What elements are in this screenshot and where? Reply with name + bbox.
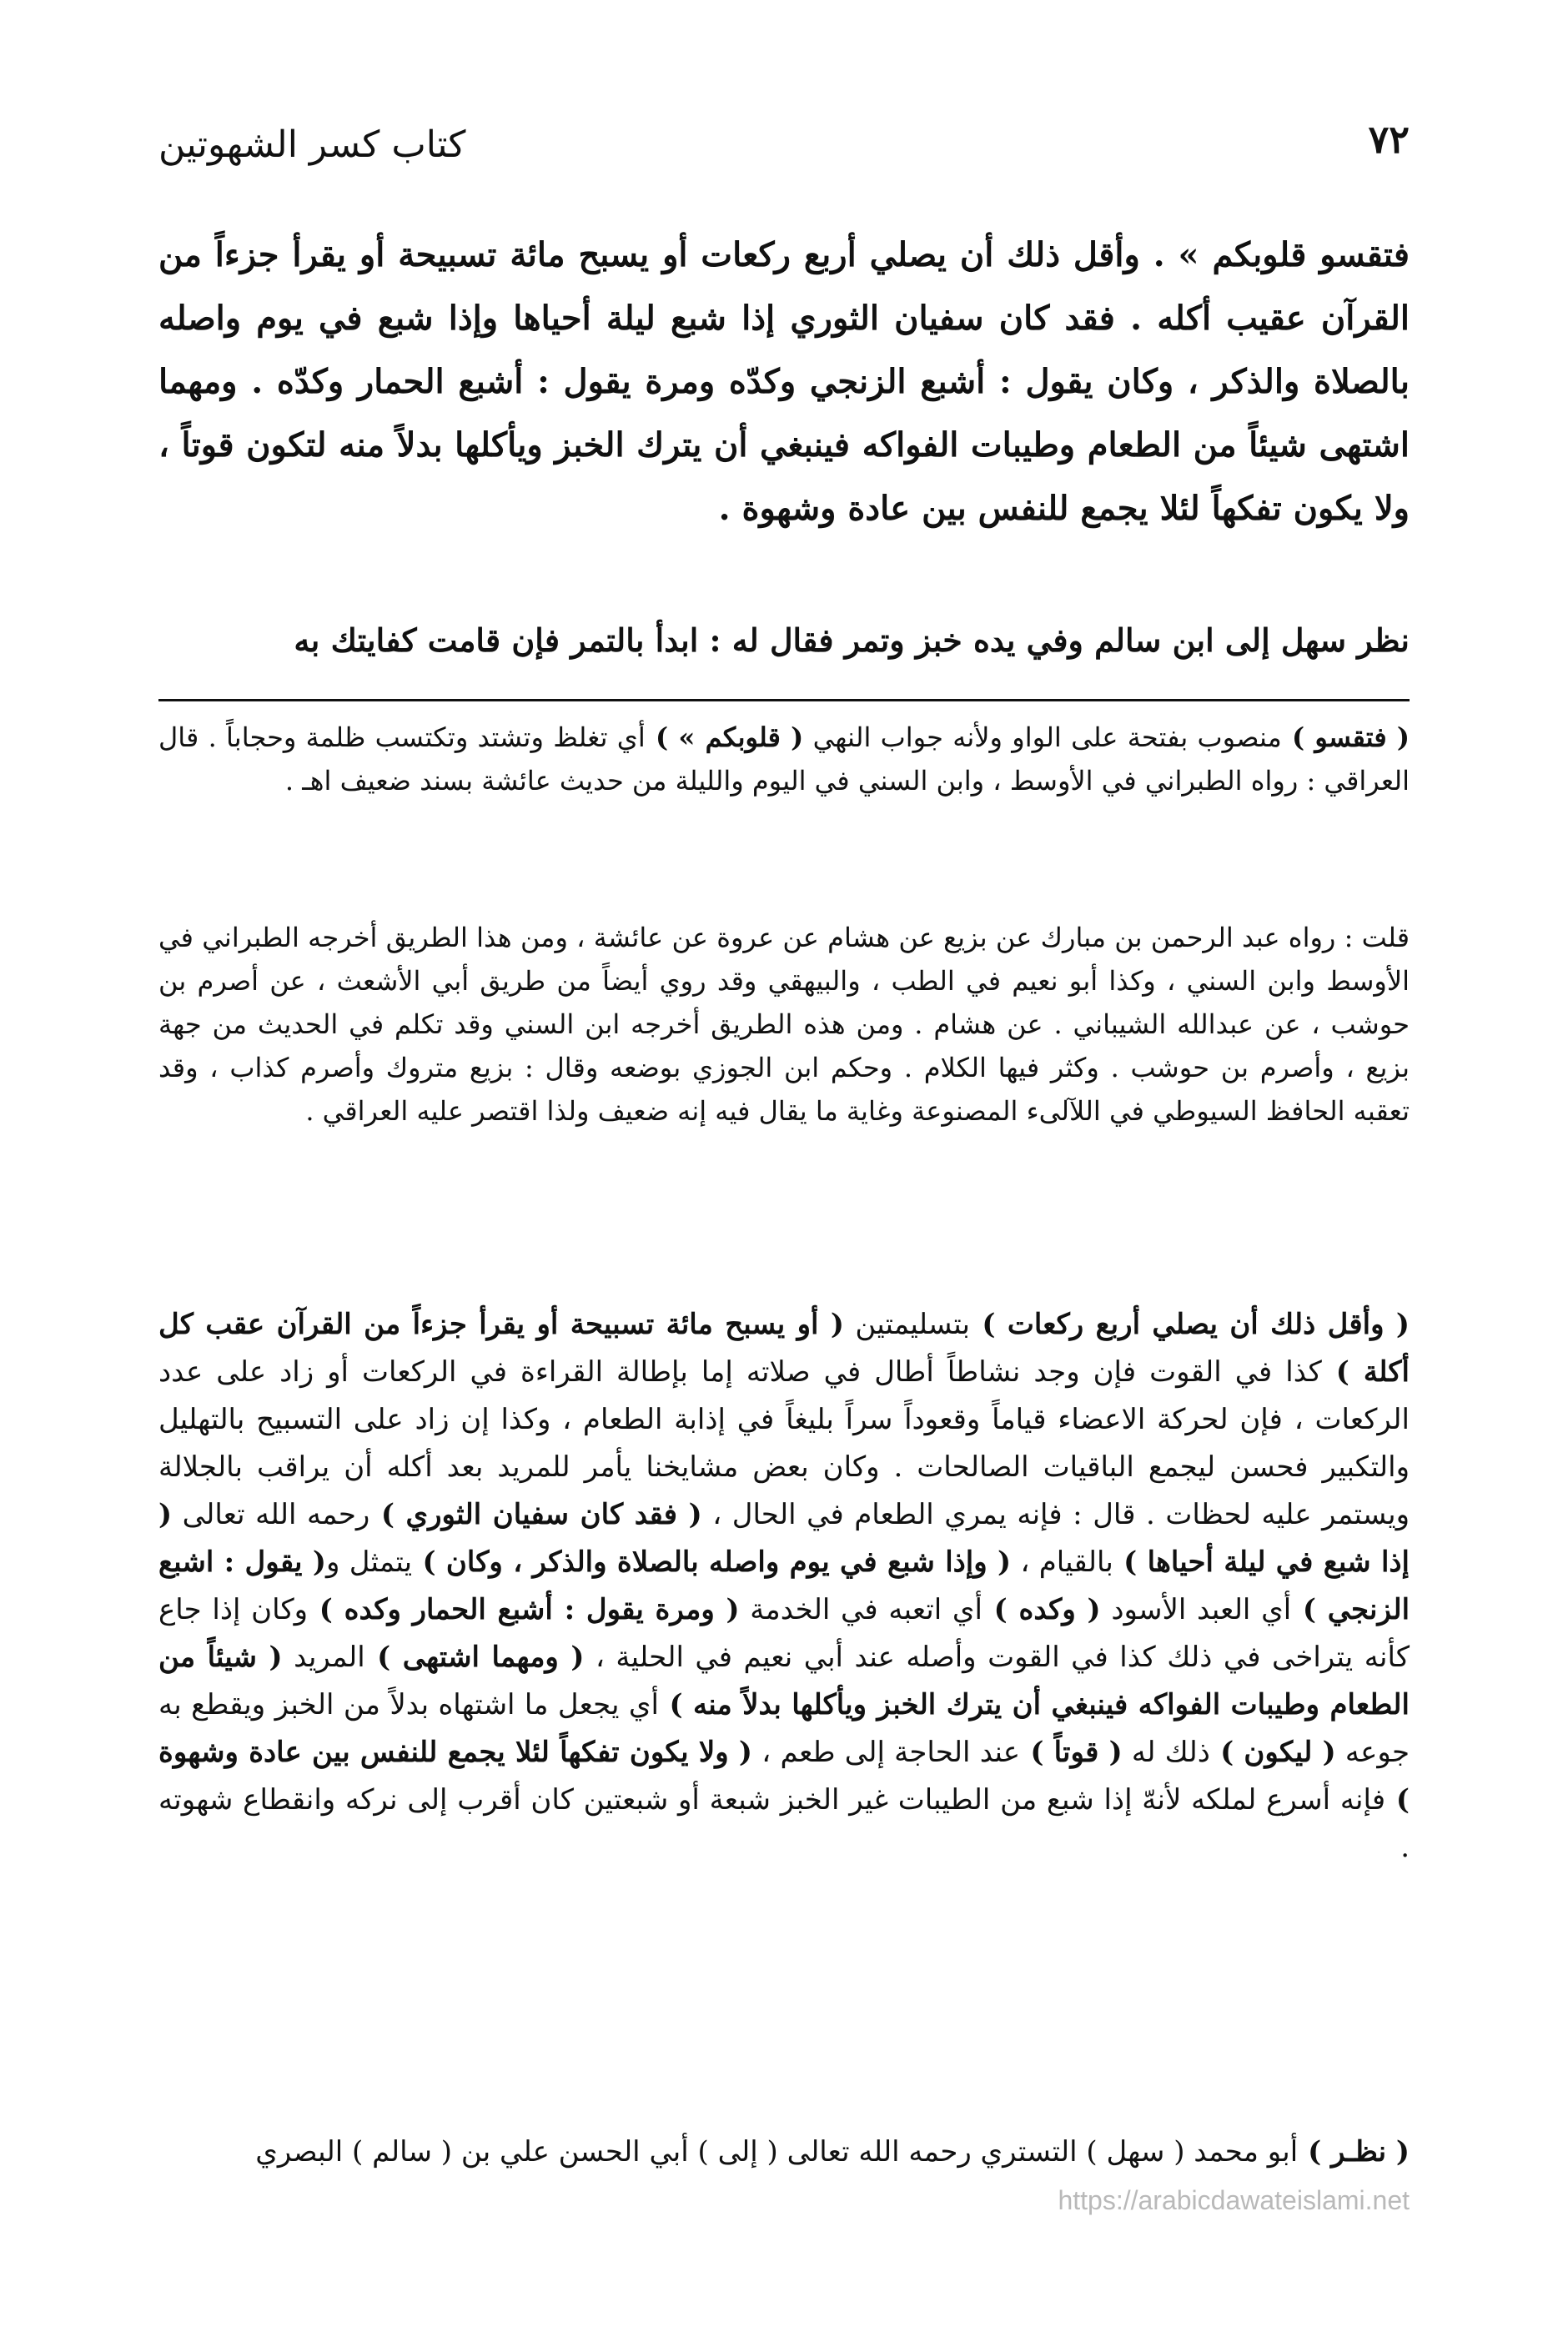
commentary-paragraph: [158, 1301, 1410, 1872]
watermark-url: https://arabicdawateislami.net: [1058, 2185, 1410, 2215]
bold-quote-segment-2: ( أو يسبح مائة تسبيحة أو يقرأ جزءاً من القرآن عقب كل أكلة ): [158, 1308, 1410, 1389]
bold-quote-segment-8: ( وإذا شبع في يوم واصله بالصلاة والذكر ، وكان ): [412, 1545, 1012, 1579]
text-segment-3: التستري رحمه الله تعالى: [777, 2135, 1078, 2169]
text-segment-19: أي يجعل ما اشتهاه بدلاً من الخبز ويقطع به جوعه: [158, 1688, 1410, 1769]
text-segment-7: البصري: [255, 2135, 344, 2169]
text-segment-5: رحمه الله تعالى: [172, 1498, 370, 1531]
text-segment-11: أي العبد الأسود: [1100, 1593, 1292, 1626]
text-segment-3: أي تغلظ وتشتد وتكتسب ظلمة وحجاباً . قال العراقي : رواه الطبراني في الأوسط ، وابن السني في اليوم والليلة من حديث عائشة بسند ضعيف اهـ .: [158, 721, 1410, 797]
bold-quote-segment-0: ( فتقسو ): [1281, 721, 1410, 753]
bold-quote-segment-24: ( ولا يكون تفكهاً لئلا يجمع للنفس بين عادة وشهوة ): [158, 1736, 1410, 1817]
text-segment-25: فإنه أسرع لملكه لأنهّ إذا شبع من الطيبات غير الخبز شبعة أو شبعتين كان أقرب إلى نركه وانقطاع شهوته .: [158, 1783, 1410, 1864]
bold-quote-segment-10: ( يقول : اشبع الزنجي ): [158, 1545, 1410, 1626]
bold-quote-segment-0: ( نظـر ): [1298, 2135, 1410, 2169]
text-segment-3: كذا في القوت فإن وجد نشاطاً أطال في صلاته إما بإطالة القراءة في الركعات أو زاد على عدد الركعات ، فإن لحركة الاعضاء قياماً وقعوداً سراً بليغاً في إذابة الطعام ، وكذا إن زاد على التسبيح بالتهليل والتكبير فحسن ليجمع الباقيات الصالحات . وكان بعض مشايخنا يأمر للمريد بعد أكله أن يراقب بالجلالة ويستمر عليه لحظات . قال : فإنه يمري الطعام في الحال ،: [158, 1355, 1410, 1531]
text-segment-6: ( سالم ): [343, 2135, 453, 2169]
main-text-continuation: نظر سهل إلى ابن سالم وفي يده خبز وتمر فقال له : ابدأ بالتمر فإن قامت كفايتك به: [294, 621, 1410, 659]
page-number: ٧٢: [1368, 117, 1410, 162]
bold-quote-segment-6: ( إذا شبع في ليلة أحياها ): [158, 1498, 1410, 1579]
bold-quote-segment-0: ( وأقل ذلك أن يصلي أربع ركعات ): [969, 1308, 1410, 1341]
text-segment-21: ذلك له: [1122, 1736, 1210, 1769]
commentary-next-line: [158, 2128, 1410, 2175]
bold-quote-segment-2: ( قلوبكم » ): [645, 721, 804, 753]
footnote-second: قلت : رواه عبد الرحمن بن مبارك عن بزيع عن هشام عن عروة عن عائشة ، ومن هذا الطريق أخرجه الطبراني في الأوسط وابن السني ، وكذا أبو نعيم في الطب ، والبيهقي وقد روي أيضاً من طريق أبي الأشعث ، عن أصرم بن حوشب ، عن عبدالله الشيباني . عن هشام . ومن هذه الطريق أخرجه ابن السني وقد تكلم في الحديث من جهة بزيع ، وأصرم بن حوشب . وكثر فيها الكلام . وحكم ابن الجوزي بوضعه وقال : بزيع متروك وأصرم كذاب ، وقد تعقبه الحافظ السيوطي في اللآلىء المصنوعة وغاية ما يقال فيه إنه ضعيف ولذا اقتصر عليه العراقي .: [158, 922, 1410, 1127]
bold-quote-segment-18: ( شيئاً من الطعام وطيبات الفواكه فينبغي أن يترك الخبز ويأكلها بدلاً منه ): [158, 1641, 1410, 1721]
page-header: [158, 117, 1410, 192]
text-segment-1: أبو محمد: [1184, 2135, 1299, 2169]
bold-quote-segment-12: ( وكده ): [982, 1593, 1101, 1626]
bold-quote-segment-20: ( ليكون ): [1209, 1736, 1336, 1769]
bold-quote-segment-22: ( قوتاً ): [1020, 1736, 1123, 1769]
bold-quote-segment-4: ( فقد كان سفيان الثوري ): [369, 1498, 702, 1531]
bold-quote-segment-14: ( ومرة يقول : أشبع الحمار وكده ): [308, 1593, 740, 1626]
text-segment-17: المريد: [282, 1641, 365, 1674]
text-segment-13: أي اتعبه في الخدمة: [739, 1593, 983, 1626]
footnote-first: [158, 716, 1410, 802]
bold-quote-segment-16: ( ومهما اشتهى ): [364, 1641, 585, 1674]
text-segment-7: بالقيام ،: [1011, 1545, 1113, 1579]
book-title: كتاب كسر الشهوتين: [158, 123, 466, 166]
text-segment-1: بتسليمتين: [843, 1308, 970, 1341]
text-segment-4: ( إلى ): [688, 2135, 778, 2169]
text-segment-5: أبي الحسن علي بن: [452, 2135, 689, 2169]
text-segment-15: وكان إذا جاع كأنه يتراخى في ذلك كذا في القوت وأصله عند أبي نعيم في الحلية ،: [158, 1593, 1410, 1674]
text-segment-9: يتمثل و: [325, 1545, 413, 1579]
text-segment-23: عند الحاجة إلى طعم ،: [752, 1736, 1021, 1769]
footnote-divider: [158, 699, 1410, 701]
text-segment-1: منصوب بفتحة على الواو ولأنه جواب النهي: [803, 721, 1282, 753]
main-text: فتقسو قلوبكم » . وأقل ذلك أن يصلي أربع ركعات أو يسبح مائة تسبيحة أو يقرأ جزءاً من القرآن عقيب أكله . فقد كان سفيان الثوري إذا شبع ليلة أحياها وإذا شبع في يوم واصله بالصلاة والذكر ، وكان يقول : أشبع الزنجي وكدّه ومرة يقول : أشبع الحمار وكدّه . ومهما اشتهى شيئاً من الطعام وطيبات الفواكه فينبغي أن يترك الخبز ويأكلها بدلاً منه لتكون قوتاً ، ولا يكون تفكهاً لئلا يجمع للنفس بين عادة وشهوة .: [158, 235, 1410, 528]
text-segment-2: ( سهل ): [1077, 2135, 1185, 2169]
